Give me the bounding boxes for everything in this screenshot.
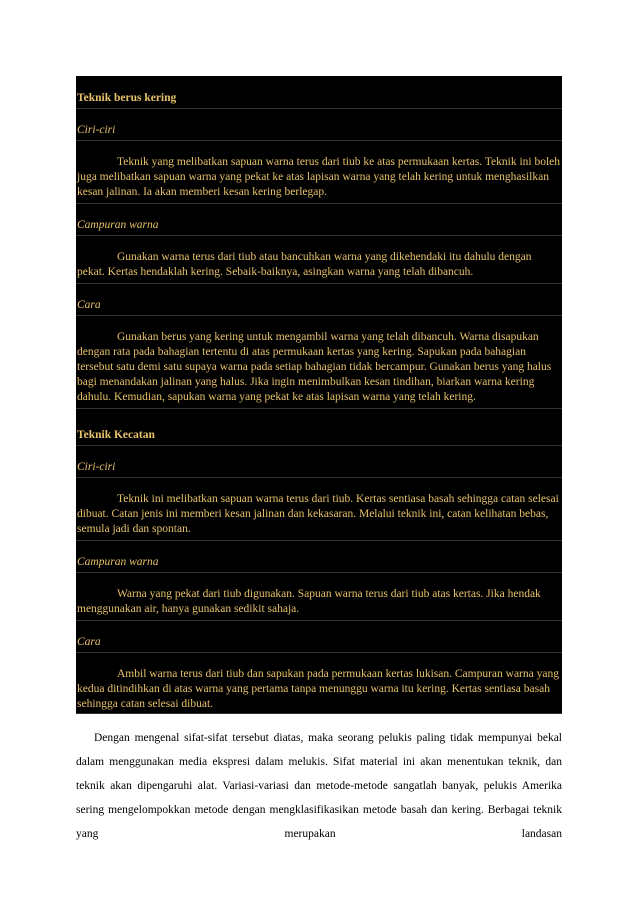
subsection-text: Gunakan berus yang kering untuk mengambil warna yang telah dibancuh. Warna disapukan dengan rata pada bahagian tertentu di atas permukaan kertas yang kering. Sapukan pada bahagian tersebut satu demi satu supaya warna pada setiap bahagian tidak bercampur. Gunakan berus yang halus bagi menandakan jalinan yang halus. Jika ingin menimbulkan kesan tindihan, biarkan warna kering dahulu. Kemudian, sapukan warna yang pekat ke atas lapisan warna yang telah kering. (76, 316, 562, 409)
subsection-label: Cara (76, 621, 562, 653)
subsection-label: Campuran warna (76, 204, 562, 236)
subsection-label: Campuran warna (76, 541, 562, 573)
body-paragraph: Dengan mengenal sifat-sifat tersebut diatas, maka seorang pelukis paling tidak mempunyai bekal dalam menggunakan media ekspresi dalam melukis. Sifat material ini akan menentukan teknik, dan teknik akan dipengaruhi alat. Variasi-variasi dan metode-metode sangatlah banyak, pelukis Amerika sering mengelompokkan metode dengan mengklasifikasikan metode basah dan kering. Berbagai teknik yang merupakan landasan (76, 732, 562, 840)
subsection-label: Cara (76, 284, 562, 316)
subsection-text: Teknik yang melibatkan sapuan warna terus dari tiub ke atas permukaan kertas. Teknik ini boleh juga melibatkan sapuan warna yang pekat ke atas lapisan warna yang telah kering untuk menghasilkan kesan jalinan. Ia akan memberi kesan kering berlegap. (76, 141, 562, 204)
subsection-text: Ambil warna terus dari tiub dan sapukan pada permukaan kertas lukisan. Campuran warna yang kedua ditindihkan di atas warna yang pertama tanpa menunggu warna itu kering. Kertas sentiasa basah sehingga catan selesai dibuat. (76, 653, 562, 714)
subsection-label: Ciri-ciri (76, 446, 562, 478)
section-title: Teknik berus kering (76, 76, 562, 109)
document-page (76, 76, 562, 846)
subsection-text: Warna yang pekat dari tiub digunakan. Sapuan warna terus dari tiub atas kertas. Jika hendak menggunakan air, hanya gunakan sedikit sahaja. (76, 573, 562, 621)
subsection-text: Teknik ini melibatkan sapuan warna terus dari tiub. Kertas sentiasa basah sehingga catan selesai dibuat. Catan jenis ini memberi kesan jalinan dan kekasaran. Melalui teknik ini, catan kelihatan bebas, semula jadi dan spontan. (76, 478, 562, 541)
subsection-label: Ciri-ciri (76, 109, 562, 141)
subsection-text: Gunakan warna terus dari tiub atau bancuhkan warna yang dikehendaki itu dahulu dengan pekat. Kertas hendaklah kering. Sebaik-baiknya, asingkan warna yang telah dibancuh. (76, 236, 562, 284)
dark-content-area (76, 76, 562, 714)
section-title: Teknik Kecatan (76, 409, 562, 446)
